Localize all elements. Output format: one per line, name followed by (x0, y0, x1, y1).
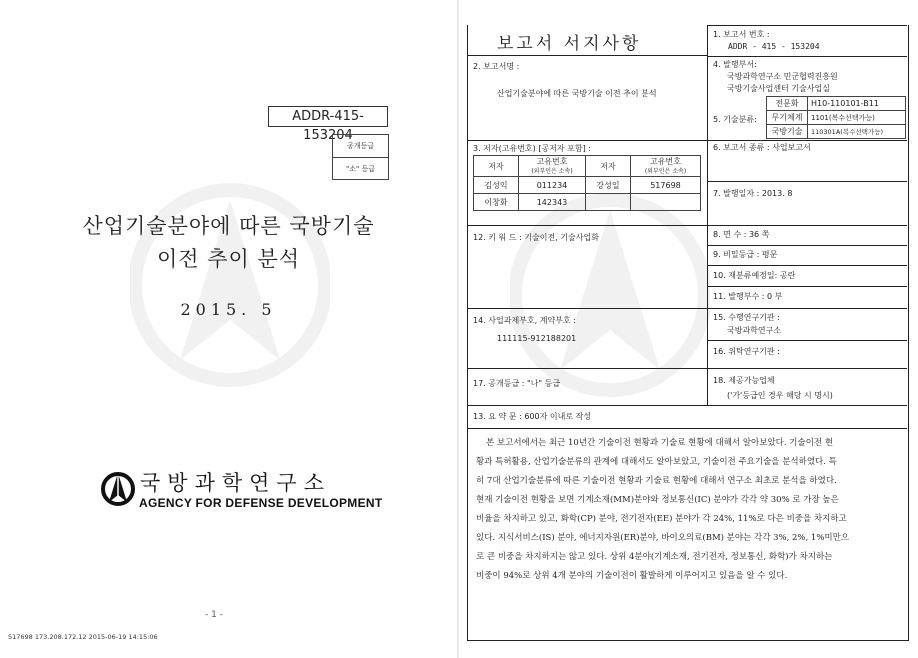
field-15-value: 국방과학연구소 (727, 326, 782, 335)
rule (467, 140, 907, 141)
grade-box (332, 134, 389, 180)
summary-line: 있다. 지식서비스(IS) 분야, 에너지자원(ER)분야, 바이오의료(BM) 분야는 각각 3%, 2%, 1%미만으 (476, 533, 850, 543)
page-divider (457, 0, 459, 658)
field-1-label: 1. 보고서 번호 : (713, 30, 770, 39)
author-name: 이창화 (474, 194, 519, 211)
report-title-line1: 산업기술분야에 따른 국방기술 (82, 214, 375, 238)
summary-line: 황과 특허활용, 산업기술분류의 관계에 대해서도 알아보았고, 기술이전 주요기술을 분석하였다. 특 (476, 457, 837, 467)
class-value: 1101(복수선택가능) (808, 111, 906, 125)
field-14-value: 111115-912188201 (497, 334, 577, 343)
field-13-label: 13. 요 약 문 : 600자 이내로 작성 (473, 412, 592, 421)
rule (467, 55, 707, 56)
id-header: 고유번호 (536, 156, 568, 166)
frame-top-right (707, 25, 907, 26)
field-8: 8. 면 수 : 36 쪽 (713, 230, 770, 239)
summary-line: 비율을 차지하고 있고, 화학(CP) 분야, 전기전자(EE) 분야가 각 24%, 11%로 다은 비중을 차지하고 (476, 514, 847, 524)
field-4-label: 4. 발행부서: (713, 60, 757, 69)
report-title-line2: 이전 추이 분석 (156, 247, 301, 271)
agency-logo-icon (100, 470, 136, 508)
author-header: 저자 (474, 156, 519, 177)
rule (707, 181, 907, 182)
page-number: - 1 - (205, 610, 223, 620)
field-4-line1: 국방과학연구소 민군협력진흥원 (727, 72, 838, 81)
rule (707, 340, 907, 341)
rule (707, 265, 907, 266)
rule (467, 368, 907, 369)
author-name: 김성익 (474, 177, 519, 194)
summary-line: 로 큰 비중을 차지하지는 않고 있다. 상위 4분야(기계소재, 전기전자, 정보통신, 화학)가 차지하는 (476, 552, 833, 562)
authors-table (473, 155, 701, 211)
field-16: 16. 위탁연구기관 : (713, 347, 780, 356)
field-1-value: ADDR - 415 - 153204 (728, 42, 820, 51)
field-2-value: 산업기술분야에 따른 국방기술 이전 추이 분석 (497, 89, 657, 98)
rule (467, 428, 907, 429)
author-cell-empty (631, 194, 701, 211)
author-header: 저자 (586, 156, 631, 177)
field-17: 17. 공개등급 : "나" 등급 (473, 379, 561, 388)
agency-name-english: AGENCY FOR DEFENSE DEVELOPMENT (139, 496, 383, 510)
field-7: 7. 발행일자 : 2013. 8 (713, 189, 793, 198)
field-6: 6. 보고서 종류 : 사업보고서 (713, 143, 811, 152)
authors-header-row (474, 156, 701, 177)
field-18-value: ('가'등급인 경우 해당 시 명시) (727, 391, 833, 400)
field-12: 12. 키 워 드 : 기술이전, 기술사업화 (473, 233, 599, 242)
summary-line: 비중이 94%로 상위 4개 분야의 기술이전이 활발하게 이루어지고 있음을 알 수 있다. (476, 571, 788, 581)
summary-line: 현재 기술이전 현황을 보면 기계소재(MM)분야와 정보통신(IC) 분야가 각각 약 30% 로 가장 높은 (476, 495, 839, 505)
field-10: 10. 재분류예정일: 공란 (713, 271, 796, 280)
author-row (474, 177, 701, 194)
agency-name-korean: 국방과학연구소 (140, 471, 332, 495)
class-key: 국방기술 (767, 125, 808, 139)
class-value: 110301A(복수선택가능) (808, 125, 906, 139)
summary-line: 히 7대 산업기술분류에 따른 기술이전 현황과 기술료 현황에 대해서 연구소 최초로 분석을 하였다. (476, 476, 837, 486)
class-key: 전문화 (767, 97, 808, 111)
id-note: (외부인은 소속) (644, 167, 687, 175)
field-18-label: 18. 제공가능업체 (713, 376, 775, 385)
summary-text (476, 434, 900, 586)
rule (467, 225, 907, 226)
sheet-title: 보고서 서지사항 (497, 34, 642, 54)
author-id: 011234 (519, 177, 586, 194)
field-5-label: 5. 기술분류: (713, 115, 757, 124)
classification-row (767, 111, 906, 125)
field-2-label: 2. 보고서명 : (473, 62, 520, 71)
rule (707, 286, 907, 287)
rule (707, 56, 907, 57)
classification-table (766, 96, 906, 139)
column-divider (707, 25, 708, 405)
rule (467, 405, 907, 406)
grade-label: 공개등급 (346, 142, 375, 150)
field-15-label: 15. 수행연구기관 : (713, 313, 780, 322)
author-id: 142343 (519, 194, 586, 211)
rule (707, 245, 907, 246)
id-header: 고유번호 (650, 156, 681, 166)
class-value: H10-110101-B11 (808, 97, 906, 111)
classification-row (767, 125, 906, 139)
field-4-line2: 국방기술사업센터 기술사업실 (727, 84, 831, 93)
summary-line: 본 보고서에서는 최근 10년간 기술이전 현황과 기술료 현황에 대해서 알아보았다. 기술이전 현 (486, 438, 834, 448)
grade-value: "소" 등급 (333, 157, 388, 180)
field-9: 9. 비밀등급 : 평문 (713, 250, 778, 259)
document-number: ADDR-415-153204 (268, 106, 388, 127)
author-cell-empty (586, 194, 631, 211)
author-row (474, 194, 701, 211)
author-name: 강성일 (586, 177, 631, 194)
author-id: 517698 (631, 177, 701, 194)
field-11: 11. 발행부수 : 0 부 (713, 292, 783, 301)
classification-row (767, 97, 906, 111)
publication-date: 2015. 5 (180, 300, 277, 319)
print-footer: 517698 173.208.172.12 2015-06-19 14:15:06 (8, 633, 158, 641)
rule (467, 308, 907, 309)
class-key: 무기체계 (767, 111, 808, 125)
field-3-label: 3. 저자(고유번호) [공저자 포함] : (473, 144, 591, 153)
id-note: (외부인은 소속) (531, 167, 573, 175)
field-14-label: 14. 사업과제부호, 계약부호 : (473, 316, 576, 325)
